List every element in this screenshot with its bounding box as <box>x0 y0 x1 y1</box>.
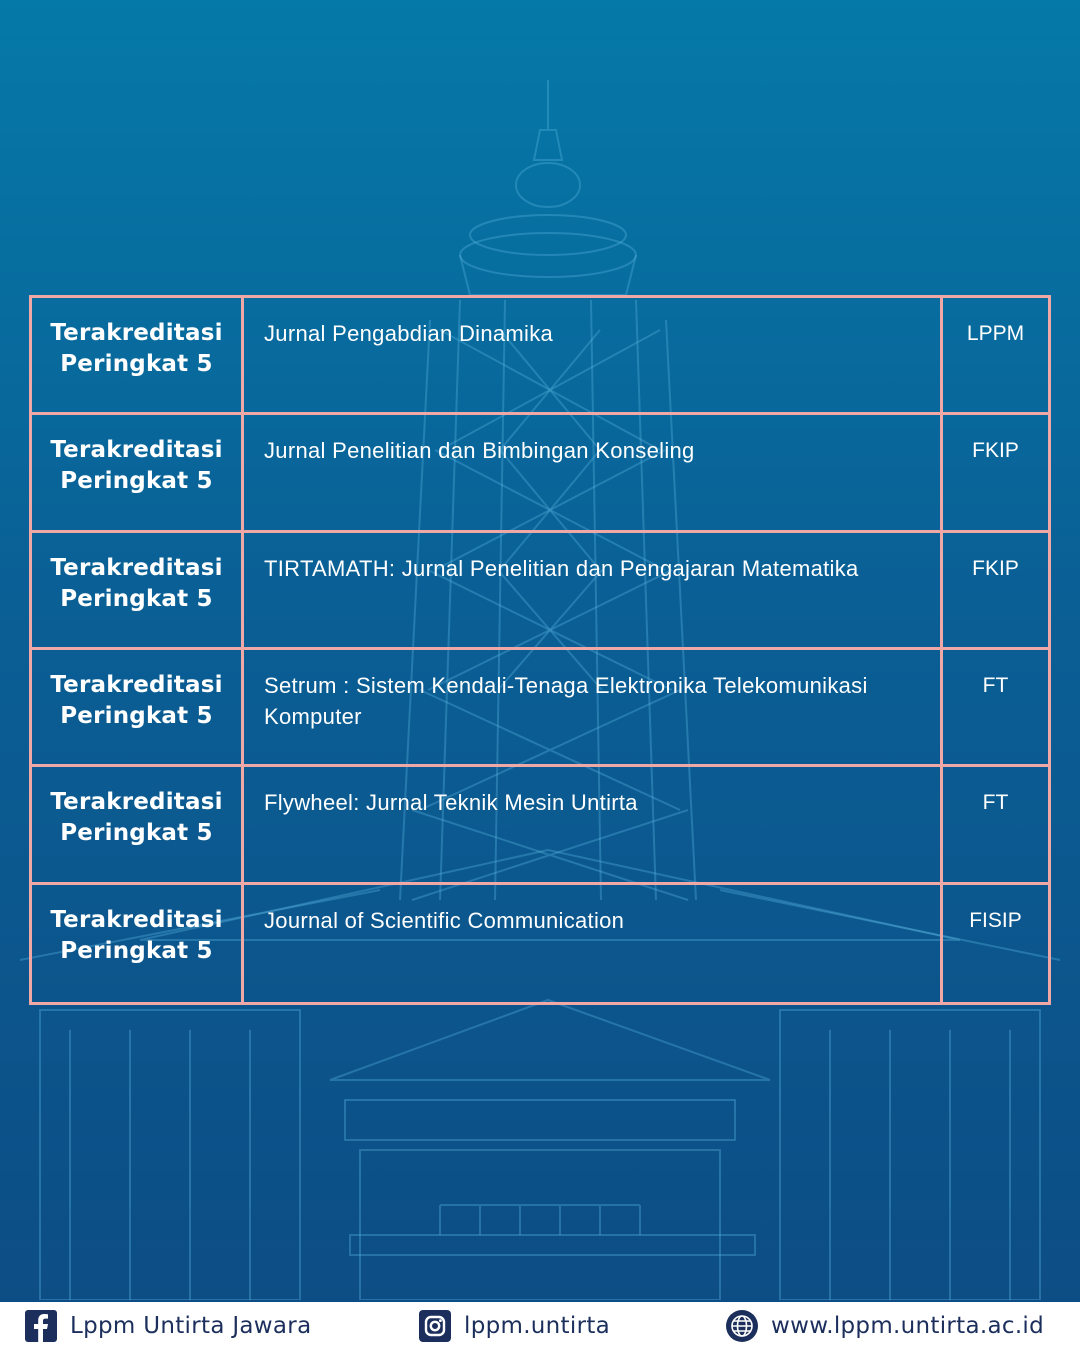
facebook-label: Lppm Untirta Jawara <box>70 1313 312 1339</box>
status-cell <box>32 415 244 532</box>
journal-title: Jurnal Pengabdian Dinamika <box>244 298 943 415</box>
website-label: www.lppm.untirta.ac.id <box>771 1313 1045 1339</box>
journal-title: Setrum : Sistem Kendali-Tenaga Elektronika Telekomunikasi Komputer <box>244 650 943 767</box>
status-label: Terakreditasi <box>50 789 223 816</box>
status-label: Terakreditasi <box>50 906 223 933</box>
unit-label: FKIP <box>943 533 1048 650</box>
unit-label: FT <box>943 767 1048 884</box>
website-link[interactable] <box>725 1302 1044 1350</box>
status-rank: Peringkat 5 <box>60 585 213 612</box>
status-cell <box>32 650 244 767</box>
footer-bar <box>0 1302 1080 1350</box>
status-cell <box>32 533 244 650</box>
unit-label: FISIP <box>969 908 1022 932</box>
facebook-link[interactable] <box>24 1302 311 1350</box>
status-rank: Peringkat 5 <box>60 820 213 847</box>
instagram-icon <box>418 1309 452 1343</box>
status-cell <box>32 298 244 415</box>
status-rank: Peringkat 5 <box>60 703 213 729</box>
status-label: Terakreditasi <box>50 320 223 346</box>
journal-title: Flywheel: Jurnal Teknik Mesin Untirta <box>244 767 943 884</box>
facebook-icon <box>24 1309 58 1343</box>
status-label: Terakreditasi <box>50 437 223 464</box>
status-label: Terakreditasi <box>50 672 223 698</box>
status-rank: Peringkat 5 <box>60 468 213 495</box>
instagram-label: lppm.untirta <box>464 1313 611 1339</box>
journal-accreditation-table <box>29 295 1051 1005</box>
status-rank: Peringkat 5 <box>60 937 213 964</box>
journal-title: Journal of Scientific Communication <box>244 885 943 1002</box>
instagram-link[interactable] <box>418 1302 610 1350</box>
unit-label: LPPM <box>943 298 1048 415</box>
globe-icon <box>725 1309 759 1343</box>
status-cell <box>32 885 244 1002</box>
journal-title: Jurnal Penelitian dan Bimbingan Konseling <box>244 415 943 532</box>
unit-label: FKIP <box>943 415 1048 532</box>
journal-title: TIRTAMATH: Jurnal Penelitian dan Pengajaran Matematika <box>244 533 943 650</box>
status-cell <box>32 767 244 884</box>
unit-label: FT <box>943 650 1048 767</box>
status-rank: Peringkat 5 <box>60 351 213 377</box>
status-label: Terakreditasi <box>50 554 223 581</box>
